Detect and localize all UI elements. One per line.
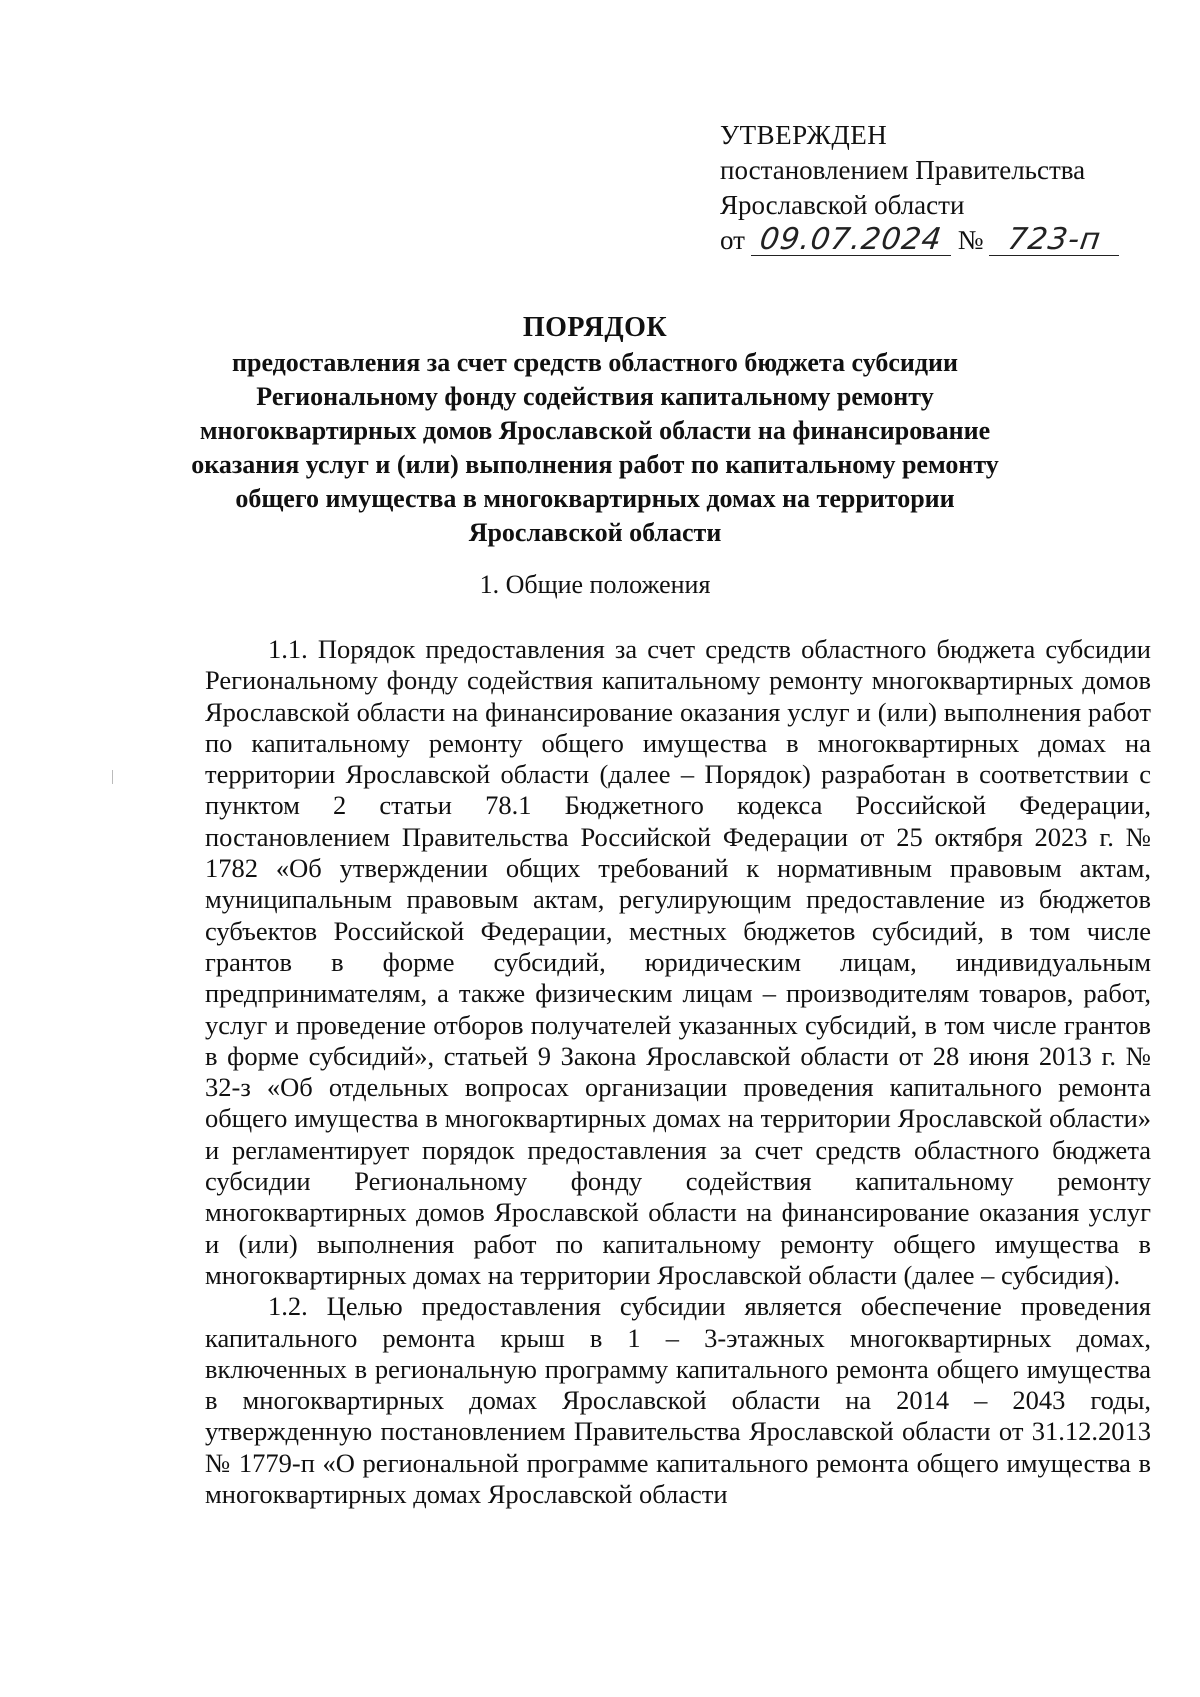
title-subtitle-line-3: многоквартирных домов Ярославской области на финансирование	[199, 416, 991, 445]
handwritten-number: 723-п	[1005, 222, 1104, 257]
title-subtitle-line-6: Ярославской области	[468, 518, 722, 547]
title-subtitle-line-1: предоставления за счет средств областного бюджета субсидии	[232, 348, 958, 377]
approval-date-line	[720, 223, 1140, 258]
paragraph-1-2: 1.2. Целью предоставления субсидии является обеспечение проведения капитального ремонта крыш в 1 – 3-этажных многоквартирных домах, включенных в региональную программу капитального ремонта общего имущества в многоквартирных домах Ярославской области на 2014 – 2043 годы, утвержденную постановлением Правительства Ярославской области от 31.12.2013 № 1779-п «О региональной программе капитального ремонта общего имущества в многоквартирных домах Ярославской области	[205, 1291, 1151, 1510]
number-sign: №	[957, 225, 984, 255]
approval-line-2: Ярославской области	[720, 190, 965, 220]
section-heading: 1. Общие положения	[479, 570, 711, 599]
title-subtitle-line-5: общего имущества в многоквартирных домах на территории	[235, 484, 955, 513]
title-main: ПОРЯДОК	[522, 312, 668, 343]
handwritten-date: 09.07.2024	[757, 222, 945, 257]
title-subtitle-line-4: оказания услуг и (или) выполнения работ по капитальному ремонту	[191, 450, 999, 479]
margin-mark	[112, 770, 113, 784]
document-body	[205, 634, 1151, 1510]
document-title	[160, 310, 1030, 550]
handwritten-date-field	[751, 222, 951, 257]
approval-from-prefix: от	[720, 225, 745, 255]
handwritten-number-field	[989, 222, 1119, 257]
approval-line-1: постановлением Правительства	[720, 155, 1086, 185]
approval-heading: УТВЕРЖДЕН	[720, 120, 888, 150]
title-subtitle-line-2: Региональному фонду содействия капитальному ремонту	[256, 382, 934, 411]
approval-stamp	[720, 118, 1140, 258]
paragraph-1-1: 1.1. Порядок предоставления за счет средств областного бюджета субсидии Региональному фонду содействия капитальному ремонту многоквартирных домов Ярославской области на финансирование оказания услуг и (или) выполнения работ по капитальному ремонту общего имущества в многоквартирных домах на территории Ярославской области (далее – Порядок) разработан в соответствии с пунктом 2 статьи 78.1 Бюджетного кодекса Российской Федерации, постановлением Правительства Российской Федерации от 25 октября 2023 г. № 1782 «Об утверждении общих требований к нормативным правовым актам, муниципальным правовым актам, регулирующим предоставление из бюджетов субъектов Российской Федерации, местных бюджетов субсидий, в том числе грантов в форме субсидий, юридическим лицам, индивидуальным предпринимателям, а также физическим лицам – производителям товаров, работ, услуг и проведение отборов получателей указанных субсидий, в том числе грантов в форме субсидий», статьей 9 Закона Ярославской области от 28 июня 2013 г. № 32-з «Об отдельных вопросах организации проведения капитального ремонта общего имущества в многоквартирных домах на территории Ярославской области» и регламентирует порядок предоставления за счет средств областного бюджета субсидии Региональному фонду содействия капитальному ремонту многоквартирных домов Ярославской области на финансирование оказания услуг и (или) выполнения работ по капитальному ремонту общего имущества в многоквартирных домах на территории Ярославской области (далее – субсидия).	[205, 634, 1151, 1290]
